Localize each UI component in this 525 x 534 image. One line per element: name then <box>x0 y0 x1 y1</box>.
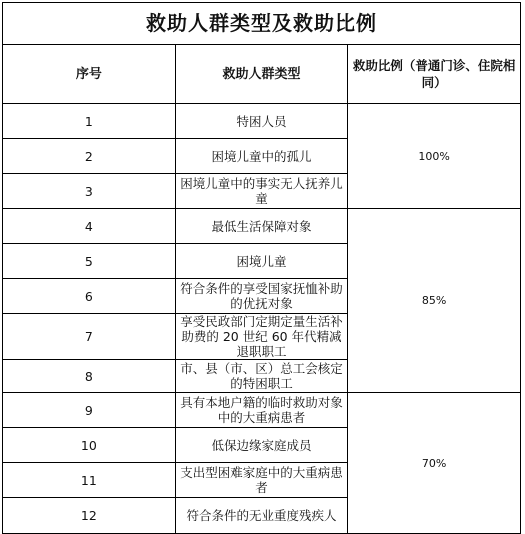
row-number: 3 <box>3 174 176 209</box>
row-number: 12 <box>3 498 176 534</box>
row-type: 市、县（市、区）总工会核定的特困职工 <box>175 360 348 393</box>
row-number: 7 <box>3 314 176 360</box>
row-number: 2 <box>3 139 176 174</box>
row-type: 低保边缘家庭成员 <box>175 428 348 463</box>
row-type: 最低生活保障对象 <box>175 209 348 244</box>
rate-cell: 70% <box>348 393 521 534</box>
header-index: 序号 <box>3 45 176 104</box>
row-type: 支出型困难家庭中的大重病患者 <box>175 463 348 498</box>
rate-cell: 100% <box>348 104 521 209</box>
table-row <box>3 104 521 139</box>
row-number: 1 <box>3 104 176 139</box>
row-number: 9 <box>3 393 176 428</box>
row-number: 8 <box>3 360 176 393</box>
row-type: 享受民政部门定期定量生活补助费的 20 世纪 60 年代精减退职职工 <box>175 314 348 360</box>
row-number: 10 <box>3 428 176 463</box>
row-type: 具有本地户籍的临时救助对象中的大重病患者 <box>175 393 348 428</box>
row-type: 特困人员 <box>175 104 348 139</box>
row-number: 4 <box>3 209 176 244</box>
row-type: 困境儿童中的孤儿 <box>175 139 348 174</box>
rescue-ratio-table <box>2 2 521 534</box>
row-number: 5 <box>3 244 176 279</box>
table-title: 救助人群类型及救助比例 <box>3 3 521 45</box>
rate-cell: 85% <box>348 209 521 393</box>
row-type: 困境儿童中的事实无人抚养儿童 <box>175 174 348 209</box>
row-number: 11 <box>3 463 176 498</box>
row-type: 符合条件的享受国家抚恤补助的优抚对象 <box>175 279 348 314</box>
row-type: 困境儿童 <box>175 244 348 279</box>
table-row <box>3 393 521 428</box>
header-type: 救助人群类型 <box>175 45 348 104</box>
header-rate: 救助比例（普通门诊、住院相同） <box>348 45 521 104</box>
row-type: 符合条件的无业重度残疾人 <box>175 498 348 534</box>
table-row <box>3 209 521 244</box>
row-number: 6 <box>3 279 176 314</box>
